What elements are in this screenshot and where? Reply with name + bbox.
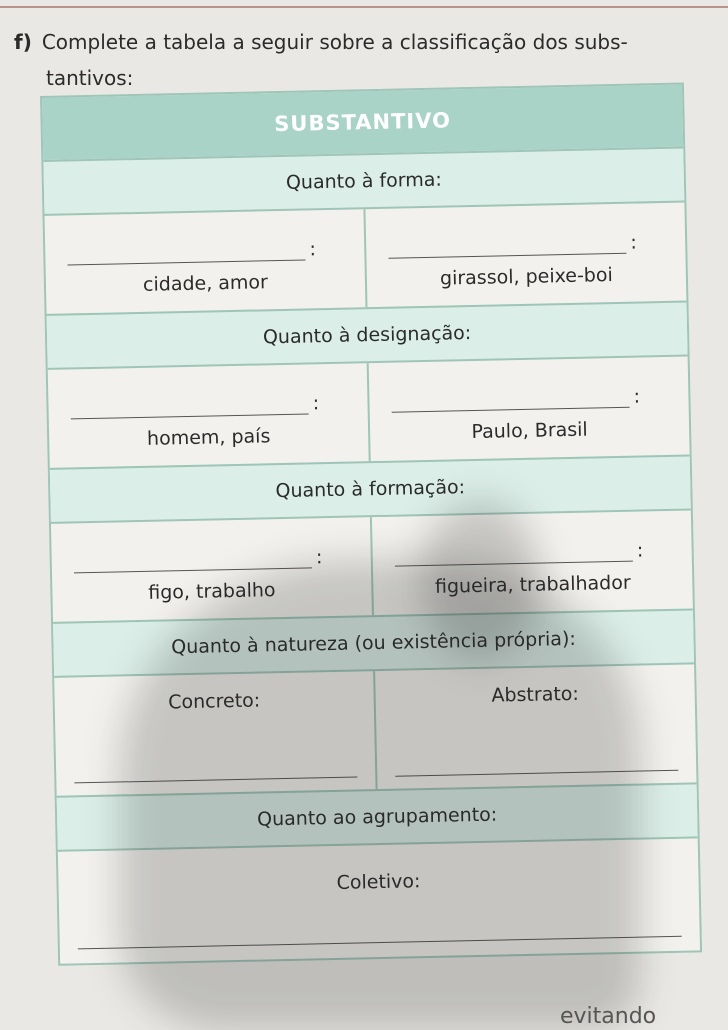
row-designacao	[48, 354, 690, 467]
question-text-line1: Complete a tabela a seguir sobre a classificação dos subs-	[41, 30, 628, 54]
question-text-line2: tantivos:	[46, 66, 134, 90]
cell-forma-right	[363, 203, 686, 308]
section-formacao-title: Quanto à formação:	[50, 454, 691, 521]
blank-formacao-left[interactable]: :	[74, 546, 351, 568]
cell-designacao-left	[48, 363, 369, 468]
blank-forma-left[interactable]: :	[67, 238, 344, 260]
cell-formacao-left	[51, 517, 372, 622]
example-designacao-left: homem, país	[146, 425, 271, 450]
blank-designacao-right[interactable]: :	[391, 385, 668, 407]
section-forma-title: Quanto à forma:	[43, 147, 684, 214]
example-designacao-right: Paulo, Brasil	[471, 418, 588, 444]
section-agrupamento-title: Quanto ao agrupamento:	[57, 782, 698, 849]
blank-designacao-left[interactable]: :	[70, 392, 347, 414]
cell-abstrato	[373, 664, 696, 789]
cell-concreto	[54, 671, 375, 796]
example-formacao-left: figo, trabalho	[148, 579, 276, 604]
blank-abstrato[interactable]	[395, 770, 678, 777]
example-formacao-right: figueira, trabalhador	[434, 571, 631, 598]
row-natureza	[54, 662, 696, 795]
section-designacao-title: Quanto à designação:	[47, 301, 688, 368]
footer-text: evitando	[560, 1004, 657, 1029]
cell-formacao-right	[370, 510, 693, 615]
cell-forma-left	[45, 209, 366, 314]
row-formacao	[51, 508, 693, 621]
cell-coletivo	[58, 838, 700, 963]
example-forma-left: cidade, amor	[142, 271, 269, 296]
question-letter: f)	[14, 30, 32, 54]
example-forma-right: girassol, peixe-boi	[439, 264, 613, 290]
blank-formacao-right[interactable]: :	[394, 539, 671, 561]
blank-coletivo[interactable]	[78, 936, 682, 950]
blank-forma-right[interactable]: :	[388, 231, 665, 253]
label-coletivo: Coletivo:	[336, 870, 421, 894]
label-concreto: Concreto:	[168, 689, 261, 714]
blank-concreto[interactable]	[74, 777, 357, 784]
cell-designacao-right	[367, 356, 690, 461]
label-abstrato: Abstrato:	[491, 682, 580, 707]
row-forma	[44, 201, 686, 314]
table-header: SUBSTANTIVO	[42, 85, 683, 160]
page-top-border	[0, 6, 728, 8]
section-natureza-title: Quanto à natureza (ou existência própria):	[53, 608, 694, 675]
row-agrupamento	[58, 836, 700, 963]
substantive-classification-table	[40, 83, 702, 966]
